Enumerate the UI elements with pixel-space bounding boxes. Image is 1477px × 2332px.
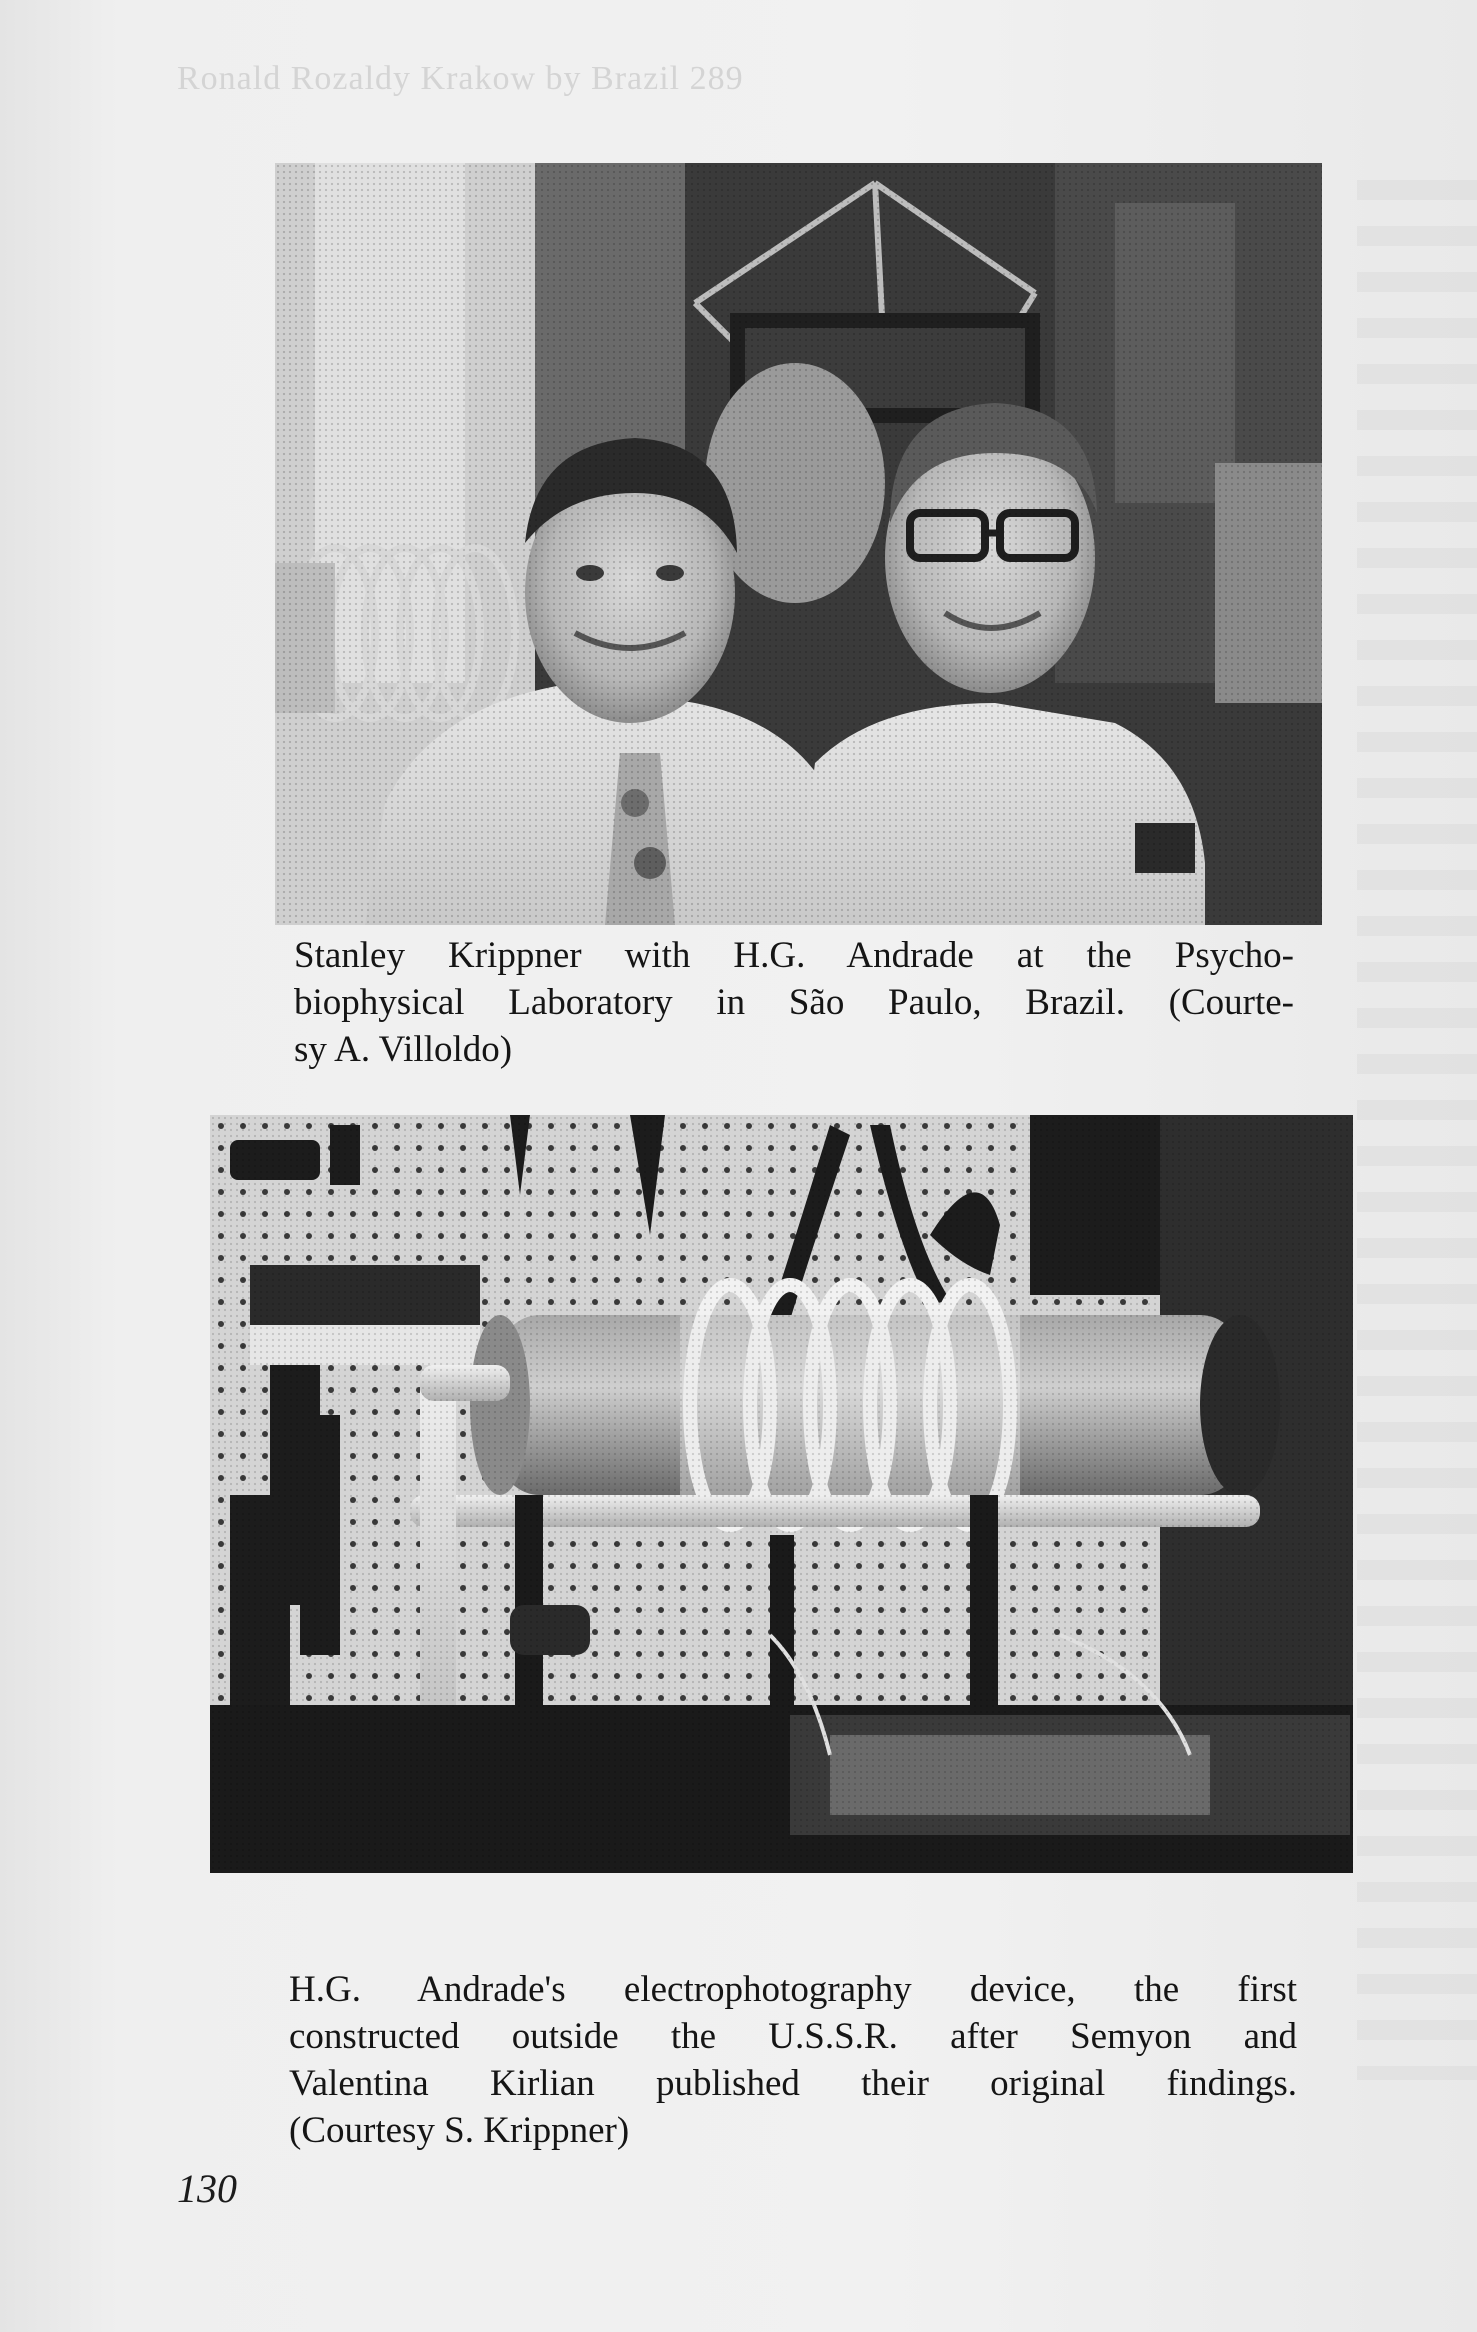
caption-line: Valentina Kirlian published their original findings. xyxy=(289,2063,1297,2104)
caption-line: H.G. Andrade's electrophotography device, the first xyxy=(289,1969,1297,2010)
photo-electrophotography-device-image xyxy=(210,1115,1353,1873)
bleedthrough-running-head: Ronald Rozaldy Krakow by Brazil 289 xyxy=(177,60,744,97)
caption-line: biophysical Laboratory in São Paulo, Brazil. (Courte- xyxy=(294,982,1294,1023)
caption-line: (Courtesy S. Krippner) xyxy=(289,2110,630,2151)
caption-photo-2 xyxy=(289,1966,1297,2154)
photo-electrophotography-device xyxy=(210,1115,1353,1873)
photo-krippner-andrade-image xyxy=(275,163,1322,925)
page-number: 130 xyxy=(177,2166,237,2211)
caption-line: constructed outside the U.S.S.R. after Semyon and xyxy=(289,2016,1297,2057)
caption-line: Stanley Krippner with H.G. Andrade at the Psycho- xyxy=(294,935,1294,976)
caption-line: sy A. Villoldo) xyxy=(294,1029,513,1070)
bleedthrough-text xyxy=(1357,180,1477,2080)
caption-photo-1 xyxy=(294,932,1294,1073)
photo-krippner-andrade xyxy=(275,163,1322,925)
